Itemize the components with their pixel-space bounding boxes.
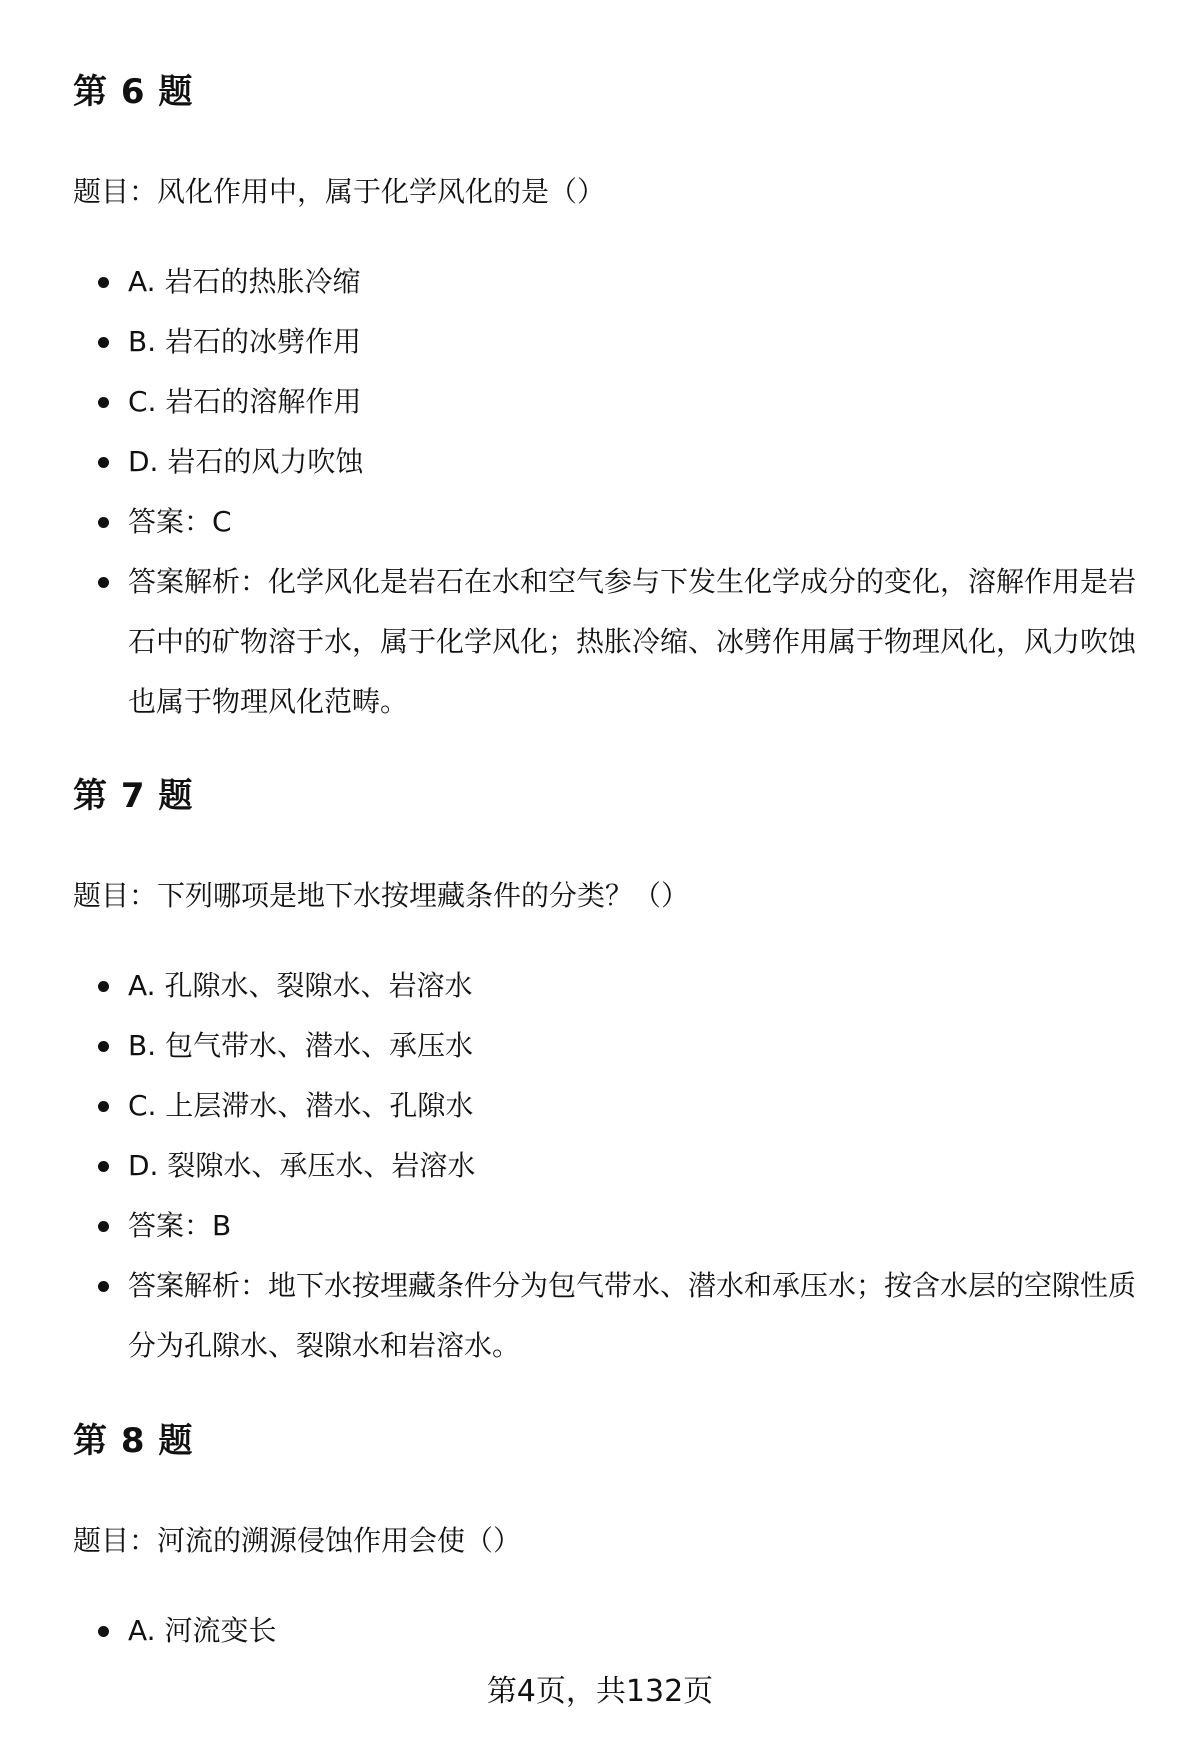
- option-a: A. 河流变长: [0, 1601, 1200, 1661]
- question-6-stem: 题目：风化作用中，属于化学风化的是（）: [73, 175, 606, 208]
- answer-analysis: 答案解析：地下水按埋藏条件分为包气带水、潜水和承压水；按含水层的空隙性质分为孔隙水、裂隙水和岩溶水。: [0, 1256, 1200, 1376]
- question-6-options: [0, 252, 1200, 732]
- question-7-title: 第 7 题: [73, 776, 194, 816]
- question-8-stem: 题目：河流的溯源侵蚀作用会使（）: [73, 1524, 522, 1557]
- question-7-stem: 题目：下列哪项是地下水按埋藏条件的分类？（）: [73, 879, 690, 912]
- answer: 答案：C: [0, 492, 1200, 552]
- question-6-title: 第 6 题: [73, 72, 194, 112]
- question-8-options: [0, 1601, 1200, 1661]
- answer-analysis: 答案解析：化学风化是岩石在水和空气参与下发生化学成分的变化，溶解作用是岩石中的矿物溶于水，属于化学风化；热胀冷缩、冰劈作用属于物理风化，风力吹蚀也属于物理风化范畴。: [0, 552, 1200, 732]
- option-c: C. 岩石的溶解作用: [0, 372, 1200, 432]
- option-d: D. 岩石的风力吹蚀: [0, 432, 1200, 492]
- answer: 答案：B: [0, 1196, 1200, 1256]
- option-b: B. 包气带水、潜水、承压水: [0, 1016, 1200, 1076]
- question-8-title: 第 8 题: [73, 1421, 194, 1461]
- question-7-options: [0, 956, 1200, 1376]
- option-d: D. 裂隙水、承压水、岩溶水: [0, 1136, 1200, 1196]
- option-a: A. 岩石的热胀冷缩: [0, 252, 1200, 312]
- page-footer: 第4页，共132页: [486, 1674, 714, 1709]
- option-a: A. 孔隙水、裂隙水、岩溶水: [0, 956, 1200, 1016]
- option-b: B. 岩石的冰劈作用: [0, 312, 1200, 372]
- option-c: C. 上层滞水、潜水、孔隙水: [0, 1076, 1200, 1136]
